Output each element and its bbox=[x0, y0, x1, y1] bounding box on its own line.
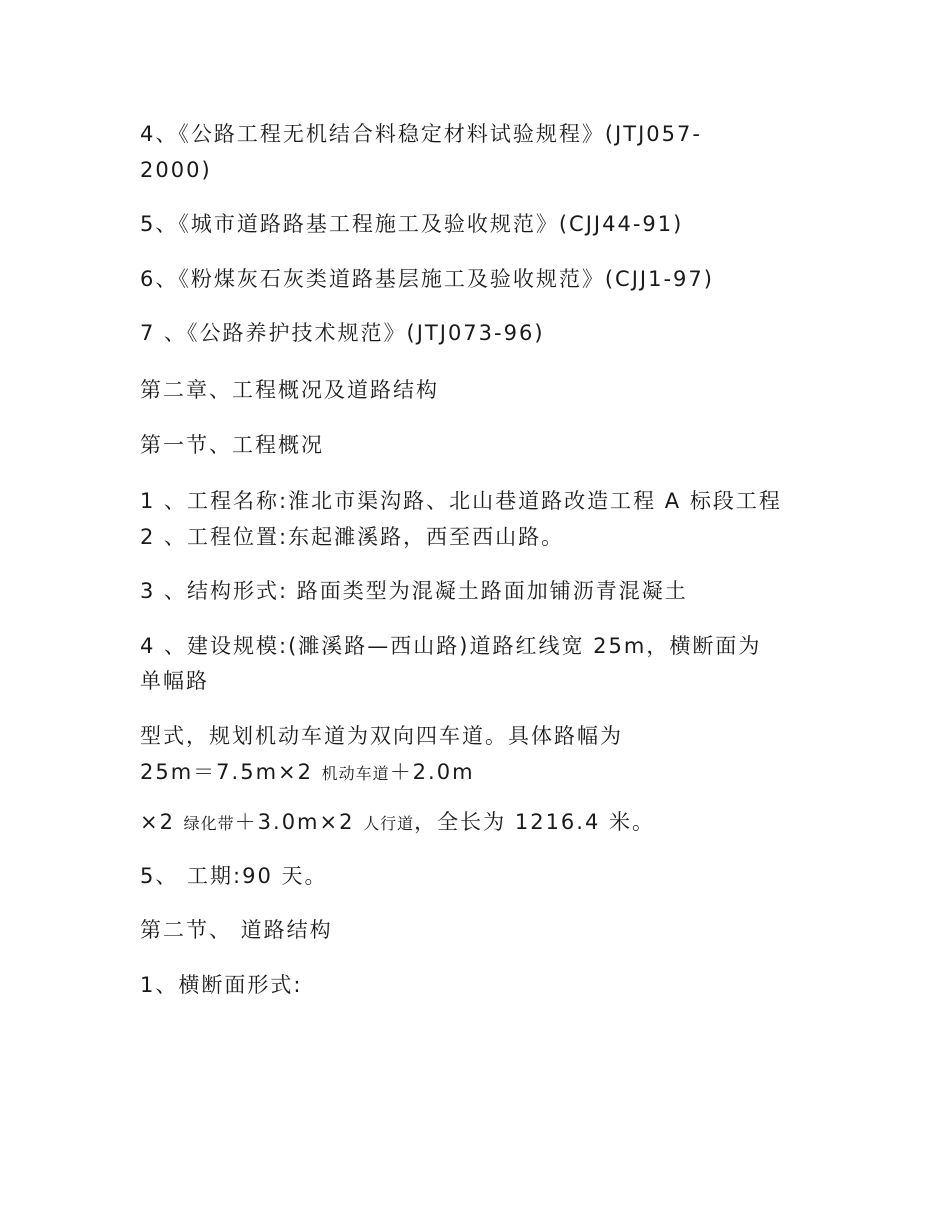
standard-item-4: 4、《公路工程无机结合料稳定材料试验规程》(JTJ057- bbox=[140, 122, 702, 146]
construction-scale: 4 、建设规模:(濉溪路—西山路)道路红线宽 25m，横断面为 bbox=[140, 634, 762, 658]
standard-item-7: 7 、《公路养护技术规范》(JTJ073-96) bbox=[140, 321, 545, 345]
green-belt-width: ＋2.0m bbox=[389, 760, 475, 784]
section-heading-overview: 第一节、工程概况 bbox=[140, 433, 324, 457]
cross-section-form: 1、横断面形式: bbox=[140, 973, 303, 997]
project-name: 1 、工程名称:淮北市渠沟路、北山巷道路改造工程 A 标段工程 bbox=[140, 489, 782, 513]
standard-item-6: 6、《粉煤灰石灰类道路基层施工及验收规范》(CJJ1-97) bbox=[140, 267, 714, 291]
sidewalk-label: 人行道 bbox=[363, 814, 415, 833]
project-location: 2 、工程位置:东起濉溪路，西至西山路。 bbox=[140, 525, 565, 549]
green-belt-multiplier: ×2 bbox=[140, 810, 184, 834]
road-width-breakdown-continued bbox=[140, 808, 655, 838]
motor-lane-label: 机动车道 bbox=[321, 764, 390, 783]
construction-period: 5、 工期:90 天。 bbox=[140, 864, 328, 888]
structure-type: 3 、结构形式: 路面类型为混凝土路面加铺沥青混凝土 bbox=[140, 579, 688, 603]
standard-item-5: 5、《城市道路路基工程施工及验收规范》(CJJ44-91) bbox=[140, 212, 684, 236]
road-form: 型式，规划机动车道为双向四车道。具体路幅为 bbox=[140, 724, 623, 748]
standard-item-4-continued: 2000) bbox=[140, 158, 212, 182]
construction-scale-continued: 单幅路 bbox=[140, 669, 209, 693]
chapter-heading: 第二章、工程概况及道路结构 bbox=[140, 378, 439, 402]
road-width-breakdown bbox=[140, 758, 475, 788]
green-belt-label: 绿化带 bbox=[183, 814, 235, 833]
section-heading-road-structure: 第二节、 道路结构 bbox=[140, 918, 333, 942]
total-length: ，全长为 1216.4 米。 bbox=[414, 810, 656, 834]
road-width-value: 25m＝7.5m×2 bbox=[140, 760, 322, 784]
sidewalk-width: ＋3.0m×2 bbox=[234, 810, 364, 834]
